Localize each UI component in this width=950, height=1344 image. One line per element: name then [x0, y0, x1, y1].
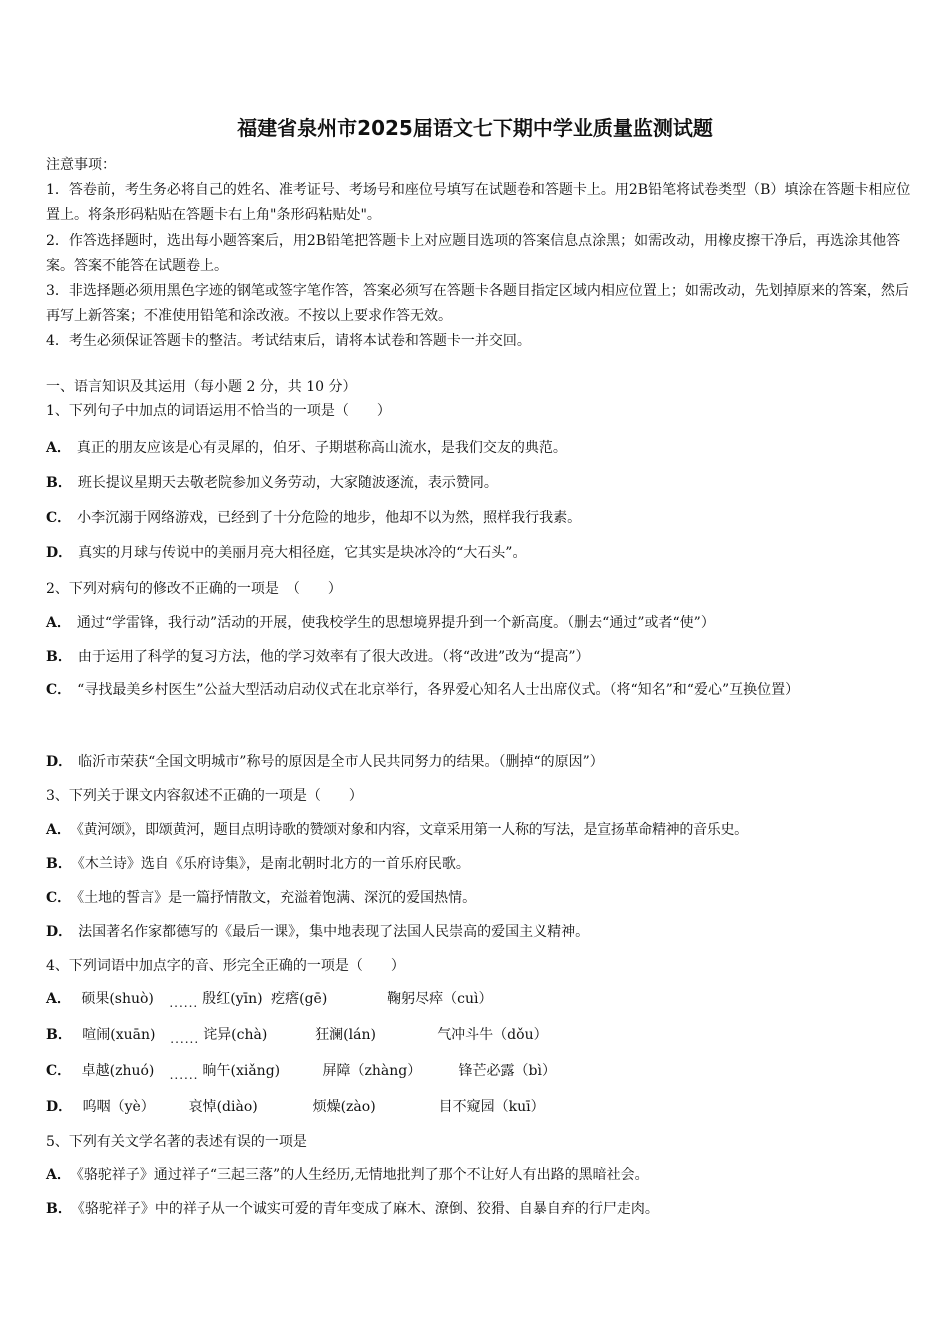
word-item	[82, 1060, 168, 1080]
option-label: D．	[46, 1099, 73, 1115]
option-text: 法国著名作家都德写的《最后一课》，集中地表现了法国人民崇高的爱国主义精神。	[78, 924, 590, 940]
q5-option-b	[46, 1198, 912, 1218]
option-text: 《骆驼祥子》中的祥子从一个诚实可爱的青年变成了麻木、潦倒、狡猾、自暴自弃的行尸走肉。	[77, 1201, 659, 1217]
word-text: 鞠躬尽瘁（cuì）	[387, 991, 493, 1007]
option-label: D．	[46, 754, 73, 770]
word-item	[323, 1060, 459, 1080]
word-text: 殷红(yīn)	[202, 991, 263, 1007]
word-text: 诧异(chà)	[203, 1027, 268, 1043]
option-label: A．	[46, 615, 71, 631]
option-label: B．	[46, 475, 72, 491]
word-item	[202, 988, 264, 1008]
emphasis-dots: ......	[169, 1068, 199, 1082]
word-item	[203, 1024, 315, 1044]
word-text: 目不窥园（kuī）	[438, 1099, 545, 1115]
option-text: 由于运用了科学的复习方法，他的学习效率有了很大改进。（将“改进”改为“提高”）	[77, 649, 590, 665]
word-text: 烦燥(zào)	[312, 1099, 376, 1115]
question-2-stem: 2、下列对病句的修改不正确的一项是 （ ）	[46, 581, 342, 597]
q4-option-d	[46, 1096, 912, 1116]
emphasis-dots: ......	[169, 996, 199, 1010]
question-5-stem: 5、下列有关文学名著的表述有误的一项是	[46, 1134, 307, 1150]
q1-option-a	[46, 437, 912, 457]
option-label: A．	[46, 822, 71, 838]
option-label: C．	[46, 1063, 72, 1079]
q2-option-c	[46, 672, 912, 708]
option-label: C．	[46, 682, 72, 698]
q1-option-d	[46, 542, 912, 562]
word-item	[459, 1060, 609, 1080]
option-text: 通过“学雷锋，我行动”活动的开展，使我校学生的思想境界提升到一个新高度。（删去“通过”或者“使”）	[76, 615, 715, 631]
word-item	[313, 1096, 439, 1116]
word-item	[437, 1024, 587, 1044]
word-text: 卓越(zhuó)	[81, 1063, 155, 1079]
question-3-stem: 3、下列关于课文内容叙述不正确的一项是（ ）	[46, 788, 363, 804]
notice-block	[46, 153, 912, 355]
word-text: 呜咽（yè）	[82, 1099, 155, 1115]
word-item	[203, 1060, 323, 1080]
q1-option-b	[46, 472, 912, 492]
option-text: 真实的月球与传说中的美丽月亮大相径庭，它其实是块冰冷的“大石头”。	[78, 545, 527, 561]
option-text: 《骆驼祥子》通过祥子“三起三落”的人生经历,无情地批判了那个不让好人有出路的黑暗社会。	[76, 1167, 649, 1183]
word-item	[83, 1096, 189, 1116]
word-item	[82, 1024, 168, 1044]
q5-option-a	[46, 1164, 912, 1184]
q4-option-a	[46, 988, 912, 1008]
q4-option-b	[46, 1024, 912, 1044]
option-text: 《黄河颂》，即颂黄河，题目点明诗歌的赞颂对象和内容，文章采用第一人称的写法，是宣扬革命精神的音乐史。	[76, 822, 748, 838]
option-label: D．	[46, 545, 73, 561]
q3-option-a	[46, 819, 912, 839]
question-4-stem: 4、下列词语中加点字的音、形完全正确的一项是（ ）	[46, 958, 405, 974]
word-text: 哀悼(diào)	[188, 1099, 258, 1115]
q2-option-d	[46, 751, 912, 771]
word-text: 晌午(xiǎng)	[202, 1063, 281, 1079]
page-title: 福建省泉州市2025届语文七下期中学业质量监测试题	[237, 116, 713, 140]
option-label: D．	[46, 924, 73, 940]
word-text: 喧闹(xuān)	[82, 1027, 156, 1043]
option-label: B．	[46, 1027, 72, 1043]
section-heading: 一、语言知识及其运用（每小题 2 分，共 10 分）	[46, 379, 357, 395]
q3-option-c	[46, 887, 912, 907]
option-label: A．	[46, 440, 71, 456]
word-text: 屏障（zhàng）	[322, 1063, 422, 1079]
q1-option-c	[46, 507, 912, 527]
option-text: 小李沉溺于网络游戏，已经到了十分危险的地步，他却不以为然，照样我行我素。	[77, 510, 582, 526]
word-item	[189, 1096, 313, 1116]
emphasis-dots: ......	[170, 1032, 200, 1046]
word-item	[315, 1024, 437, 1044]
option-label: B．	[46, 649, 72, 665]
question-1-stem: 1、下列句子中加点的词语运用不恰当的一项是（ ）	[46, 403, 391, 419]
option-text: “寻找最美乡村医生”公益大型活动启动仪式在北京举行，各界爱心知名人士出席仪式。（将“知名”和“爱心”互换位置）	[77, 682, 800, 698]
word-item	[81, 988, 167, 1008]
notice-item: 3．非选择题必须用黑色字迹的钢笔或签字笔作答，答案必须写在答题卡各题目指定区域内相应位置上；如需改动，先划掉原来的答案，然后再写上新答案；不准使用铅笔和涂改液。不按以上要求作答无效。	[46, 283, 909, 325]
word-item	[439, 1096, 589, 1116]
option-text: 《土地的誓言》是一篇抒情散文，充溢着饱满、深沉的爱国热情。	[77, 890, 477, 906]
option-label: A．	[46, 1167, 71, 1183]
q2-option-b	[46, 646, 912, 666]
word-text: 气冲斗牛（dǒu）	[437, 1027, 548, 1043]
q4-option-c	[46, 1060, 912, 1080]
q3-option-d	[46, 921, 912, 941]
word-text: 硕果(shuò)	[81, 991, 154, 1007]
option-text: 《木兰诗》选自《乐府诗集》，是南北朝时北方的一首乐府民歌。	[77, 856, 470, 872]
option-label: C．	[46, 510, 72, 526]
word-text: 狂澜(lán)	[315, 1027, 376, 1043]
word-text: 疙瘩(gē)	[271, 991, 328, 1007]
q2-option-a	[46, 612, 912, 632]
notice-heading: 注意事项：	[46, 157, 116, 173]
option-label: B．	[46, 856, 72, 872]
word-text: 锋芒必露（bì）	[458, 1063, 556, 1079]
option-text: 真正的朋友应该是心有灵犀的，伯牙、子期堪称高山流水，是我们交友的典范。	[76, 440, 567, 456]
option-text: 临沂市荣获“全国文明城市”称号的原因是全市人民共同努力的结果。（删掉“的原因”）	[78, 754, 604, 770]
notice-item: 4．考生必须保证答题卡的整洁。考试结束后，请将本试卷和答题卡一并交回。	[46, 333, 531, 350]
option-label: A．	[46, 991, 71, 1007]
option-text: 班长提议星期天去敬老院参加义务劳动，大家随波逐流，表示赞同。	[77, 475, 498, 491]
option-label: C．	[46, 890, 72, 906]
notice-item: 1．答卷前，考生务必将自己的姓名、准考证号、考场号和座位号填写在试题卷和答题卡上。用2B铅笔将试卷类型（B）填涂在答题卡相应位置上。将条形码粘贴在答题卡右上角"条形码粘贴处"。	[46, 182, 911, 224]
option-label: B．	[46, 1201, 72, 1217]
q3-option-b	[46, 853, 912, 873]
word-item	[271, 988, 367, 1008]
notice-item: 2．作答选择题时，选出每小题答案后，用2B铅笔把答题卡上对应题目选项的答案信息点涂黑；如需改动，用橡皮擦干净后，再选涂其他答案。答案不能答在试题卷上。	[46, 232, 901, 274]
word-item	[387, 988, 537, 1008]
